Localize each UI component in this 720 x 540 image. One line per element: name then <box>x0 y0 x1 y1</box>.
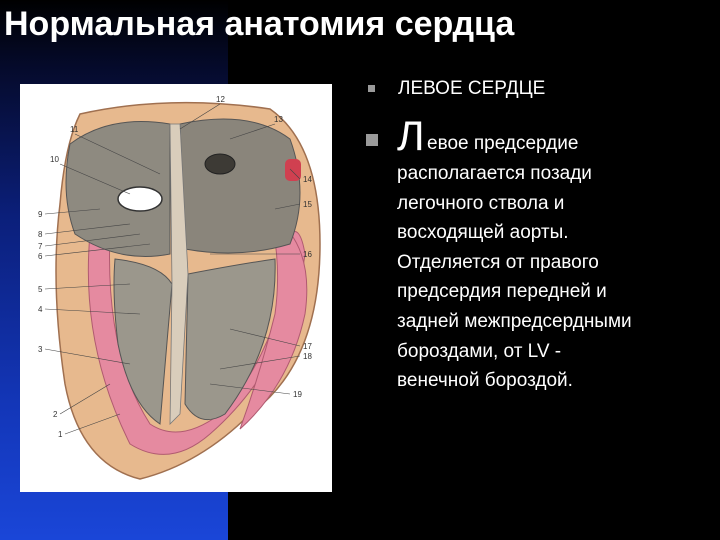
body-line: восходящей аорты. <box>397 222 569 244</box>
label-15: 15 <box>303 200 312 209</box>
label-2: 2 <box>53 410 58 419</box>
label-19: 19 <box>293 390 302 399</box>
label-16: 16 <box>303 250 312 259</box>
body-line: задней межпредсердными <box>397 310 632 332</box>
label-5: 5 <box>38 285 43 294</box>
label-9: 9 <box>38 210 43 219</box>
body-line: Отделяется от правого <box>397 251 599 273</box>
label-14: 14 <box>303 175 312 184</box>
bullet-1-text: ЛЕВОЕ СЕРДЦЕ <box>398 78 546 99</box>
left-atrium <box>180 119 300 253</box>
body-line: бороздами, от LV - <box>397 340 562 362</box>
heart-section-illustration <box>20 84 332 492</box>
label-10: 10 <box>50 155 59 164</box>
bullet-2-heading: евое предсердие <box>427 133 579 154</box>
label-3: 3 <box>38 345 43 354</box>
label-18: 18 <box>303 352 312 361</box>
label-8: 8 <box>38 230 43 239</box>
body-line: легочного ствола и <box>397 192 565 214</box>
label-17: 17 <box>303 342 312 351</box>
label-1: 1 <box>58 430 63 439</box>
slide-title: Нормальная анатомия сердца <box>4 5 515 43</box>
valve-opening-right <box>205 154 235 174</box>
bullet-2-initial: Л <box>397 112 425 159</box>
body-line: венечной бороздой. <box>397 370 573 392</box>
bullet-item-1 <box>366 72 716 112</box>
label-7: 7 <box>38 242 43 251</box>
label-4: 4 <box>38 305 43 314</box>
bullet-square-icon <box>368 85 375 92</box>
valve-opening-left <box>118 187 162 211</box>
bullet-2-body <box>397 159 713 396</box>
body-line: располагается позади <box>397 163 592 184</box>
heart-anatomy-figure <box>20 84 332 492</box>
bullet-square-icon <box>366 134 378 146</box>
body-line: предсердия передней и <box>397 281 607 303</box>
label-13: 13 <box>274 115 283 124</box>
label-12: 12 <box>216 95 225 104</box>
label-6: 6 <box>38 252 43 261</box>
bullet-list <box>366 72 716 392</box>
label-11: 11 <box>70 125 79 134</box>
